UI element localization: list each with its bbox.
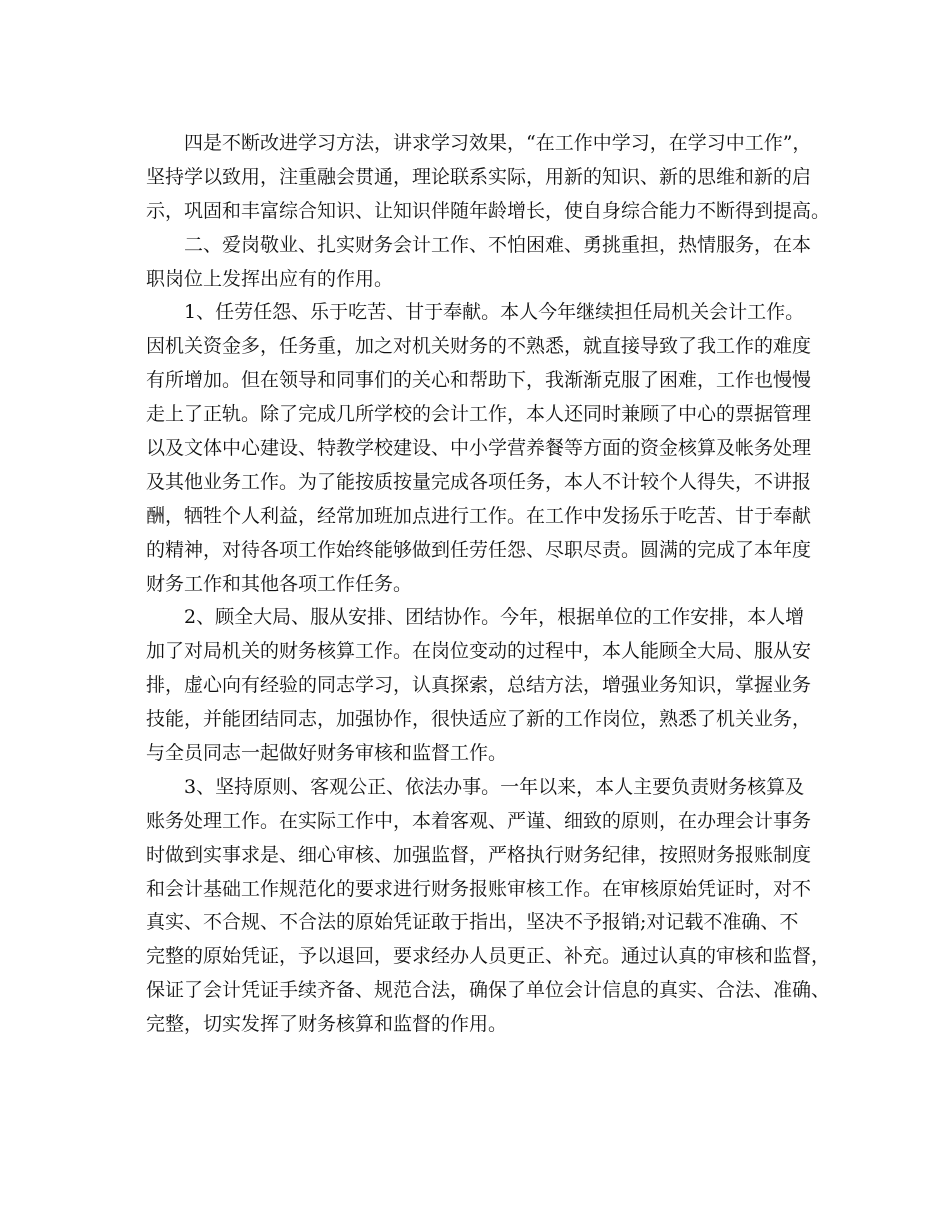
paragraph-line: 技能，并能团结同志，加强协作，很快适应了新的工作岗位，熟悉了机关业务， [146,708,812,731]
paragraph-line: 四是不断改进学习方法，讲求学习效果，“在工作中学习，在学习中工作”， [184,132,812,154]
document-body [146,127,831,1042]
paragraph-line: 职岗位上发挥出应有的作用。 [146,267,394,290]
paragraph-line: 保证了会计凭证手续齐备、规范合法，确保了单位会计信息的真实、合法、准确、 [146,979,831,1002]
paragraph-line: 及其他业务工作。为了能按质按量完成各项任务，本人不计较个人得失，不讲报 [146,470,812,493]
paragraph-line: 和会计基础工作规范化的要求进行财务报账审核工作。在审核原始凭证时，对不 [146,877,812,900]
paragraph-line: 排，虚心向有经验的同志学习，认真探索，总结方法，增强业务知识，掌握业务 [146,674,812,697]
paragraph-line: 有所增加。但在领导和同事们的关心和帮助下，我渐渐克服了困难，工作也慢慢 [146,369,812,392]
paragraph-line: 账务处理工作。在实际工作中，本着客观、严谨、细致的原则，在办理会计事务 [146,809,812,832]
paragraph-line: 加了对局机关的财务核算工作。在岗位变动的过程中，本人能顾全大局、服从安 [146,640,812,663]
paragraph-line: 2、顾全大局、服从安排、团结协作。今年，根据单位的工作安排，本人增 [184,606,805,629]
paragraph-line: 坚持学以致用，注重融会贯通，理论联系实际，用新的知识、新的思维和新的启 [146,165,812,188]
paragraph-line: 时做到实事求是、细心审核、加强监督，严格执行财务纪律，按照财务报账制度 [146,843,812,866]
paragraph-line: 的精神，对待各项工作始终能够做到任劳任怨、尽职尽责。圆满的完成了本年度 [146,538,812,561]
paragraph-line: 完整，切实发挥了财务核算和监督的作用。 [146,1013,508,1036]
paragraph-line: 走上了正轨。除了完成几所学校的会计工作，本人还同时兼顾了中心的票据管理 [146,403,812,426]
paragraph-line: 与全员同志一起做好财务审核和监督工作。 [146,742,508,765]
paragraph-line: 以及文体中心建设、特教学校建设、中小学营养餐等方面的资金核算及帐务处理 [146,437,812,460]
paragraph-line: 酬，牺牲个人利益，经常加班加点进行工作。在工作中发扬乐于吃苦、甘于奉献 [146,504,812,527]
paragraph-line: 财务工作和其他各项工作任务。 [146,572,413,595]
paragraph-line: 真实、不合规、不合法的原始凭证敢于指出，坚决不予报销;对记载不准确、不 [146,911,799,934]
paragraph-line: 1、任劳任怨、乐于吃苦、甘于奉献。本人今年继续担任局机关会计工作。 [184,301,805,324]
paragraph-line: 示，巩固和丰富综合知识、让知识伴随年龄增长，使自身综合能力不断得到提高。 [146,199,831,222]
paragraph-line: 因机关资金多，任务重，加之对机关财务的不熟悉，就直接导致了我工作的难度 [146,335,812,358]
paragraph-line: 完整的原始凭证，予以退回，要求经办人员更正、补充。通过认真的审核和监督， [146,945,831,968]
paragraph-line: 3、坚持原则、客观公正、依法办事。一年以来，本人主要负责财务核算及 [184,775,805,798]
paragraph-line: 二、爱岗敬业、扎实财务会计工作、不怕困难、勇挑重担，热情服务，在本 [184,233,812,256]
